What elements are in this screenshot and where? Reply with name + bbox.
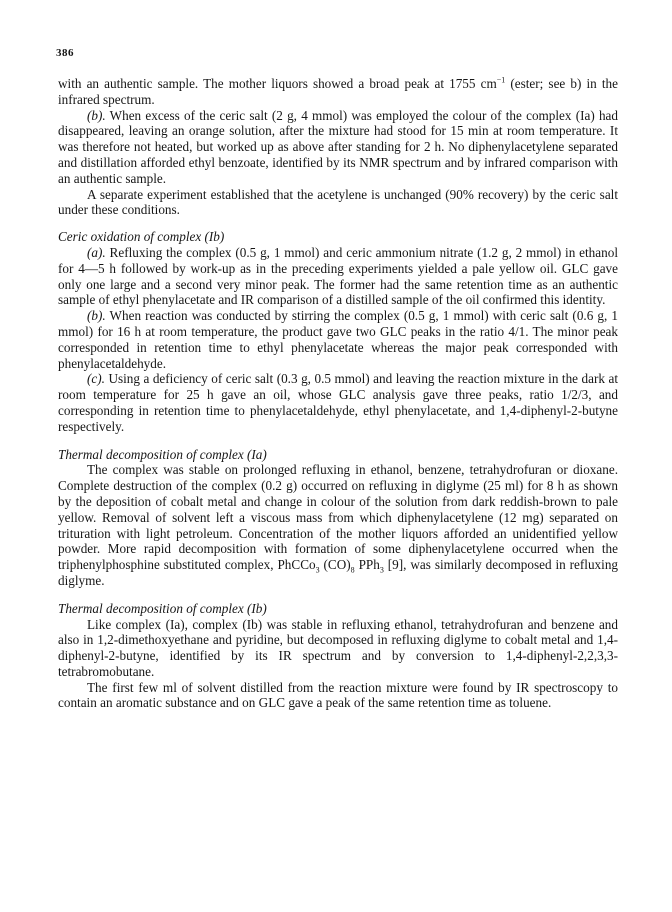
item-label: (b). — [87, 308, 106, 324]
paragraph: A separate experiment established that the acetylene is unchanged (90% recovery) by the ceric salt under these conditions. — [58, 186, 618, 218]
body-text — [58, 76, 618, 711]
subscript: 3 — [315, 565, 320, 575]
text-span: When excess of the ceric salt (2 g, 4 mmol) was employed the colour of the complex (Ia) had disappeared, leaving an orange solution, after the mixture had stood for 15 min at room temperature. It was therefore not heated, but worked up as above after standing for 2 h. No diphenylacetylene separated and distillation afforded ethyl benzoate, identified by its NMR spectrum and by infrared comparison with an authentic sample. — [58, 107, 618, 186]
paragraph — [58, 308, 618, 371]
text-span: The complex was stable on prolonged refluxing in ethanol, benzene, tetrahydrofuran or dioxane. Complete destruction of the complex (0.2 g) occurred on refluxing in diglyme (25 ml) for 8 h as shown by the deposition of cobalt metal and change in colour of the solution from dark reddish-brown to pale yellow. Removal of solvent left a viscous mass from which diphenylacetylene (12 mg) separated on trituration with light petroleum. Concentration of the mother liquors afforded an unidentified yellow powder. More rapid decomposition with formation of some diphenylacetylene occurred when the triphenylphosphine substituted complex, PhCCo — [58, 462, 618, 573]
item-label: (a). — [87, 244, 106, 260]
item-label: (b). — [87, 107, 106, 123]
paragraph — [58, 245, 618, 308]
paragraph — [58, 76, 618, 108]
paragraph — [58, 462, 618, 588]
subscript: 8 — [350, 565, 355, 575]
text-span: PPh — [354, 557, 380, 573]
text-span: with an authentic sample. The mother liquors showed a broad peak at 1755 cm — [58, 76, 497, 91]
section-heading: Thermal decomposition of complex (Ib) — [58, 600, 267, 616]
text-span: When reaction was conducted by stirring the complex (0.5 g, 1 mmol) with ceric salt (0.6 g, 1 mmol) for 16 h at room temperature, the product gave two GLC peaks in the ratio 4/1. The minor peak corresponded in retention time to ethyl phenylacetate whereas the major peak corresponded with phenylacetaldehyde. — [58, 308, 618, 371]
section-heading: Ceric oxidation of complex (Ib) — [58, 229, 225, 245]
text-span: Using a deficiency of ceric salt (0.3 g, 0.5 mmol) and leaving the reaction mixture in the dark at room temperature for 25 h gave an oil, whose GLC analysis gave three peaks, ratio 1/2/3, and corresponding in retention time to phenylacetaldehyde, ethyl phenylacetate, and 1,4-diphenyl-2-butyne respectively. — [58, 371, 618, 434]
text-span: Refluxing the complex (0.5 g, 1 mmol) and ceric ammonium nitrate (1.2 g, 2 mmol) in ethanol for 4—5 h followed by work-up as in the preceding experiments yielded a pale yellow oil. GLC gave only one large and a second very minor peak. The former had the same retention time as an authentic sample of ethyl phenylacetate and IR comparison of a distilled sample of the oil confirmed this identity. — [58, 244, 618, 308]
text-span: (CO) — [319, 557, 351, 573]
paragraph: The first few ml of solvent distilled from the reaction mixture were found by IR spectroscopy to contain an aromatic substance and on GLC gave a peak of the same retention time as toluene. — [58, 679, 618, 711]
paragraph — [58, 371, 618, 434]
subscript: 3 — [379, 565, 384, 575]
paragraph: Like complex (Ia), complex (Ib) was stable in refluxing ethanol, tetrahydrofuran and benzene and also in 1,2-dimethoxyethane and pyridine, but decomposed in refluxing diglyme to cobalt metal and 1,4-diphenyl-2-butyne, identified by its IR spectrum and by conversion to 1,4-diphenyl-2,2,3,3-tetrabromobutane. — [58, 616, 618, 679]
superscript: −1 — [496, 75, 506, 85]
page-number: 386 — [56, 47, 74, 59]
section-heading: Thermal decomposition of complex (Ia) — [58, 446, 267, 462]
item-label: (c). — [87, 371, 105, 387]
paragraph — [58, 108, 618, 187]
text-span: (ester; see b) in the infrared spectrum. — [58, 76, 618, 107]
text-span: [9], was similarly decomposed in refluxing diglyme. — [58, 557, 619, 588]
